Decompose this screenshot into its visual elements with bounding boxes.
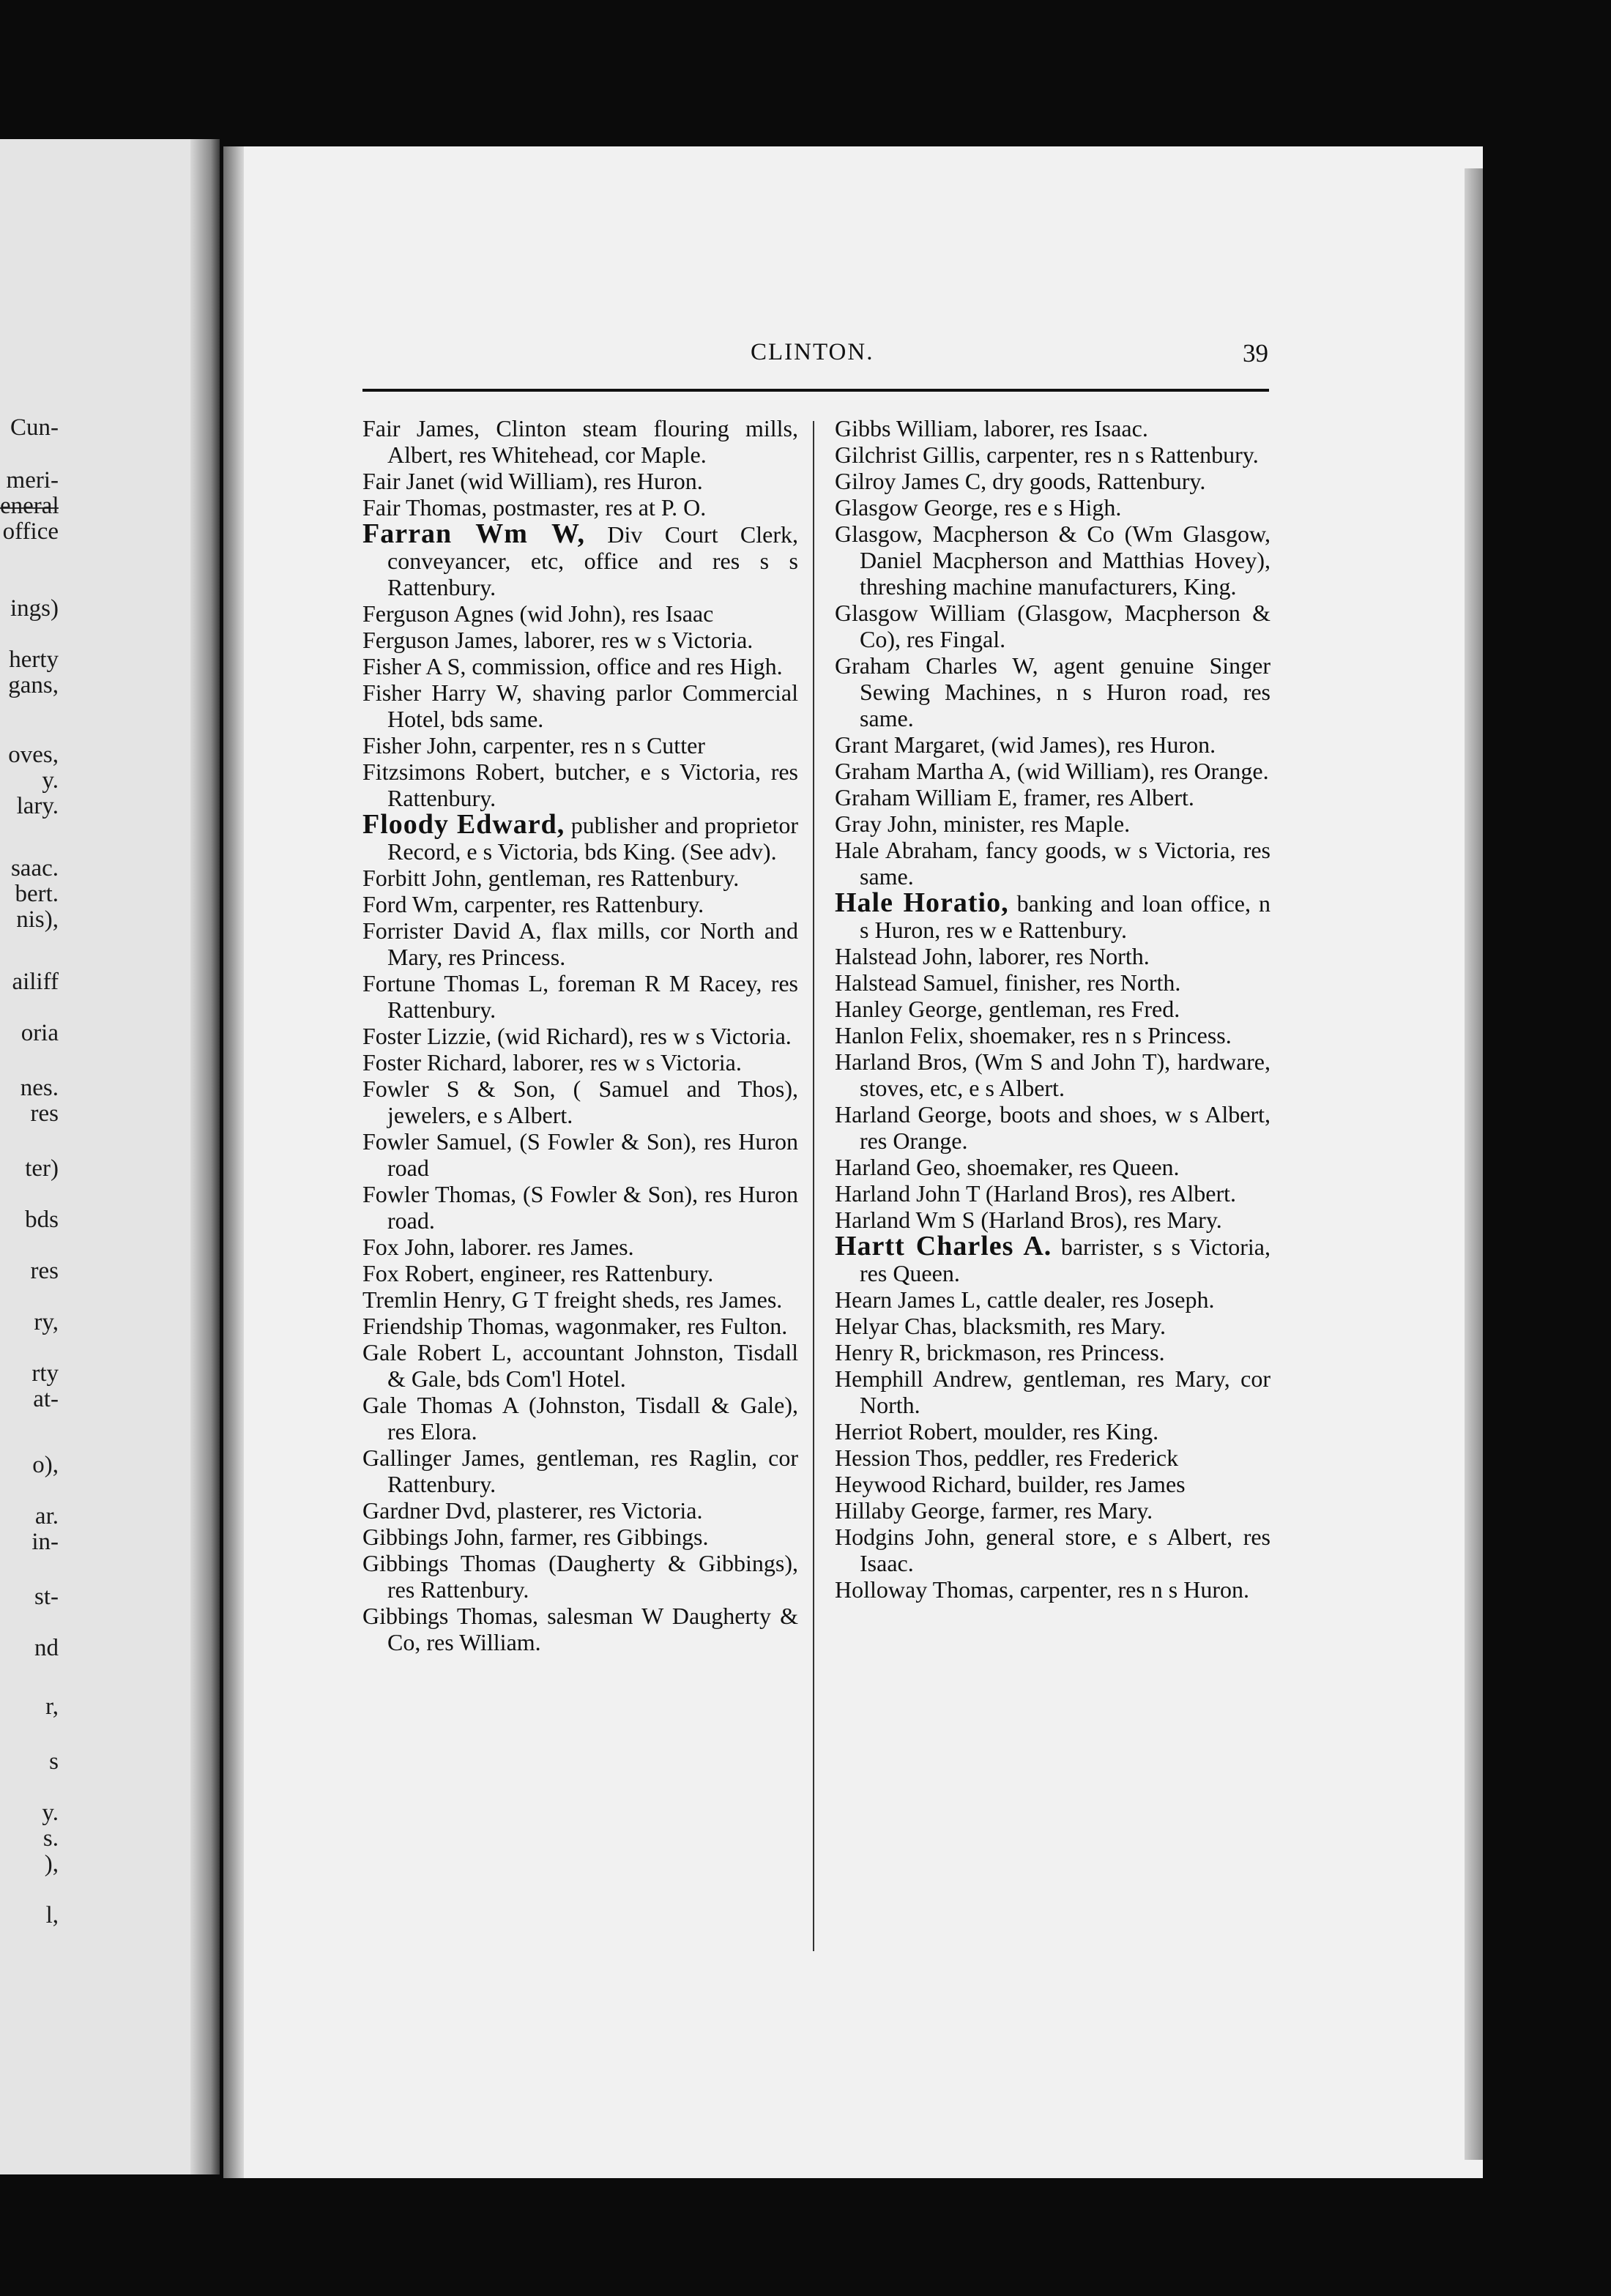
entry-details: (wid James), res Huron.	[985, 731, 1216, 758]
entry-name: Grant Margaret,	[835, 731, 986, 758]
directory-entry	[362, 917, 798, 970]
entry-name: Fowler Samuel,	[362, 1128, 513, 1155]
left-page-fragment: ar.	[34, 1503, 59, 1529]
page-number: 39	[1243, 339, 1268, 368]
directory-entry	[835, 1022, 1270, 1048]
entry-details: laborer, res Isaac.	[978, 415, 1148, 441]
entry-details: fancy goods, w s Victoria, res same.	[860, 837, 1271, 890]
directory-entry	[835, 1180, 1270, 1207]
entry-name: Harland George,	[835, 1101, 992, 1128]
left-page-fragment: nis),	[16, 906, 59, 933]
entry-name: Halstead John,	[835, 943, 973, 969]
directory-entry	[835, 494, 1270, 521]
entry-details: foreman R M Racey, res Rattenbury.	[387, 970, 799, 1023]
entry-name: Gray John,	[835, 810, 938, 837]
entry-details: boots and shoes, w s Albert, res Orange.	[860, 1101, 1271, 1154]
directory-entry	[835, 1365, 1270, 1418]
entry-details: wagonmaker, res Fulton.	[549, 1313, 788, 1339]
entry-name: Harland Wm S	[835, 1207, 975, 1233]
directory-entry	[362, 1524, 798, 1550]
left-page-fragment: s	[49, 1748, 59, 1775]
directory-entry	[362, 1392, 798, 1445]
directory-entry	[362, 865, 798, 891]
entry-details: gentleman, res Mary, cor North.	[860, 1365, 1271, 1418]
entry-name: Hillaby George,	[835, 1497, 986, 1524]
left-page-fragment: oves,	[8, 742, 59, 768]
directory-entry	[362, 1550, 798, 1603]
directory-entry	[835, 1101, 1270, 1154]
entry-name: Fisher John,	[362, 732, 477, 758]
entry-name: Hemphill Andrew,	[835, 1365, 1013, 1392]
entry-name: Graham Martha A,	[835, 758, 1011, 784]
directory-column-left	[362, 415, 798, 1655]
entry-name: Hale Abraham,	[835, 837, 978, 863]
entry-details: carpenter, res n s Huron.	[1013, 1576, 1249, 1603]
left-page-fragment: herty	[9, 646, 59, 673]
entry-name: Gale Thomas A	[362, 1392, 518, 1418]
entry-name: Foster Richard,	[362, 1049, 507, 1076]
directory-entry	[835, 1048, 1270, 1101]
entry-name: Hanlon Felix,	[835, 1022, 964, 1048]
entry-details: peddler, res Frederick	[968, 1445, 1179, 1471]
entry-name: Fair Janet	[362, 468, 455, 494]
entry-name: Fair James,	[362, 415, 480, 441]
entry-details: engineer, res Rattenbury.	[474, 1260, 714, 1286]
entry-name: Hodgins John,	[835, 1524, 975, 1550]
entry-details: (Wm Glasgow, Daniel Macpherson and Matthias Hovey), threshing machine manufacturers, King.	[860, 521, 1271, 600]
entry-name: Ferguson James,	[362, 627, 518, 653]
entry-details: builder, res James	[1011, 1471, 1186, 1497]
entry-name: Fitzsimons Robert,	[362, 758, 546, 785]
directory-entry	[362, 1339, 798, 1392]
left-page-fragment: in-	[31, 1529, 59, 1555]
directory-entry	[362, 415, 798, 468]
entry-name: Hartt Charles A.	[835, 1231, 1052, 1261]
entry-details: barrister, s s Victoria, res Queen.	[860, 1234, 1270, 1286]
entry-details: laborer. res James.	[455, 1234, 634, 1260]
entry-name: Gilroy James C,	[835, 468, 987, 494]
entry-details: carpenter, res Rattenbury.	[458, 891, 704, 917]
entry-name: Hearn James L,	[835, 1286, 981, 1313]
entry-details: res e s High.	[998, 494, 1122, 521]
entry-details: (Daugherty & Gibbings), res Rattenbury.	[387, 1550, 799, 1603]
entry-details: farmer, res Gibbings.	[504, 1524, 709, 1550]
left-page-fragment: ),	[44, 1851, 59, 1877]
entry-name: Henry R,	[835, 1339, 921, 1365]
directory-entry	[362, 600, 798, 627]
entry-details: (Harland Bros), res Mary.	[975, 1207, 1222, 1233]
left-page-fragment: rty	[31, 1360, 59, 1387]
directory-entry	[835, 969, 1270, 996]
left-page-fragment: res	[30, 1100, 59, 1127]
directory-column-right	[835, 415, 1270, 1603]
directory-entry	[835, 887, 1270, 943]
entry-details: general store, e s Albert, res Isaac.	[860, 1524, 1271, 1576]
entry-name: Ferguson Agnes	[362, 600, 514, 627]
left-page-fragment: meri-	[6, 467, 59, 493]
entry-details: farmer, res Mary.	[985, 1497, 1153, 1524]
left-page-fragment: Cun-	[10, 414, 59, 441]
left-page-fragment: at-	[33, 1386, 59, 1412]
entry-name: Gale Robert L,	[362, 1339, 513, 1365]
directory-entry	[362, 627, 798, 653]
entry-name: Fowler S & Son,	[362, 1076, 556, 1102]
directory-entry	[835, 1471, 1270, 1497]
entry-details: shoemaker, res n s Princess.	[963, 1022, 1232, 1048]
directory-entry	[835, 468, 1270, 494]
entry-details: laborer, res w s Victoria.	[518, 627, 754, 653]
entry-name: Farran Wm W,	[362, 518, 586, 549]
directory-entry	[362, 1497, 798, 1524]
directory-entry	[835, 521, 1270, 600]
entry-details: Div Court Clerk, conveyancer, etc, office and res s s Rattenbury.	[387, 521, 798, 600]
left-page-fragment: office	[2, 518, 59, 545]
directory-entry	[835, 1339, 1270, 1365]
entry-name: Gibbings Thomas,	[362, 1603, 539, 1629]
directory-entry	[362, 811, 798, 865]
entry-name: Glasgow George,	[835, 494, 999, 521]
directory-entry	[362, 1023, 798, 1049]
directory-entry	[835, 652, 1270, 731]
entry-details: shoemaker, res Queen.	[961, 1154, 1180, 1180]
entry-details: moulder, res King.	[978, 1418, 1159, 1445]
entry-name: Halstead Samuel,	[835, 969, 999, 996]
column-divider	[813, 421, 814, 1951]
left-page-fragment: o),	[32, 1452, 59, 1478]
entry-details: gentleman, res Rattenbury.	[482, 865, 740, 891]
entry-name: Harland Bros,	[835, 1048, 968, 1075]
entry-name: Holloway Thomas,	[835, 1576, 1014, 1603]
left-page-fragment: res	[30, 1258, 59, 1284]
running-head: CLINTON.	[751, 339, 874, 365]
directory-entry	[362, 653, 798, 679]
left-page-fragment: st-	[34, 1584, 59, 1610]
left-page-fragment: r,	[45, 1693, 59, 1720]
entry-name: Fortune Thomas L,	[362, 970, 549, 996]
directory-entry	[835, 1286, 1270, 1313]
left-page-fragment: eneral	[0, 493, 59, 519]
directory-entry	[835, 784, 1270, 810]
entry-details: (Glasgow, Macpherson & Co), res Fingal.	[860, 600, 1271, 652]
entry-name: Fox Robert,	[362, 1260, 475, 1286]
left-page-fragment: gans,	[8, 672, 59, 698]
left-page-fragment: nes.	[20, 1075, 59, 1101]
directory-entry	[362, 970, 798, 1023]
entry-details: ( Samuel and Thos), jewelers, e s Albert.	[387, 1076, 799, 1128]
entry-details: brickmason, res Princess.	[920, 1339, 1165, 1365]
directory-entry	[835, 1418, 1270, 1445]
directory-entry	[835, 758, 1270, 784]
page-gutter-shadow	[223, 146, 244, 2178]
left-page-fragment: bds	[25, 1207, 59, 1233]
directory-entry	[362, 1445, 798, 1497]
entry-details: plasterer, res Victoria.	[491, 1497, 703, 1524]
entry-name: Gilchrist Gillis,	[835, 441, 981, 468]
book-gutter	[190, 139, 220, 2174]
entry-details: accountant Johnston, Tisdall & Gale, bds Com'l Hotel.	[387, 1339, 799, 1392]
directory-entry	[835, 837, 1270, 890]
directory-entry	[835, 1497, 1270, 1524]
left-page-fragment: y.	[42, 1800, 59, 1826]
entry-details: publisher and proprietor Record, e s Victoria, bds King. (See adv).	[387, 812, 799, 865]
entry-name: Fair Thomas,	[362, 494, 488, 521]
entry-name: Gardner Dvd,	[362, 1497, 491, 1524]
directory-entry	[835, 1445, 1270, 1471]
entry-name: Glasgow William	[835, 600, 1005, 626]
entry-details: butcher, e s Victoria, res Rattenbury.	[387, 758, 799, 811]
entry-details: laborer, res w s Victoria.	[507, 1049, 742, 1076]
entry-details: (wid Richard), res w s Victoria.	[491, 1023, 792, 1049]
entry-name: Forrister David A,	[362, 917, 542, 944]
directory-entry	[835, 1207, 1270, 1233]
entry-name: Fowler Thomas,	[362, 1181, 517, 1207]
entry-details: gentleman, res Raglin, cor Rattenbury.	[387, 1445, 799, 1497]
directory-entry	[835, 943, 1270, 969]
entry-details: agent genuine Singer Sewing Machines, n s Huron road, res same.	[860, 652, 1271, 731]
directory-entry	[362, 1603, 798, 1655]
entry-details: (wid John), res Isaac	[513, 600, 714, 627]
entry-details: salesman W Daugherty & Co, res William.	[387, 1603, 799, 1655]
entry-details: banking and loan office, n s Huron, res w e Rattenbury.	[860, 890, 1270, 943]
entry-details: framer, res Albert.	[1017, 784, 1194, 810]
entry-name: Heywood Richard,	[835, 1471, 1012, 1497]
entry-details: (Johnston, Tisdall & Gale), res Elora.	[387, 1392, 798, 1445]
directory-entry	[362, 1234, 798, 1260]
entry-name: Hanley George,	[835, 996, 983, 1022]
entry-details: (wid William), res Orange.	[1011, 758, 1269, 784]
entry-details: shaving parlor Commercial Hotel, bds same.	[387, 679, 798, 732]
entry-details: postmaster, res at P. O.	[487, 494, 707, 521]
entry-details: (S Fowler & Son), res Huron road.	[387, 1181, 799, 1234]
entry-details: G T freight sheds, res James.	[505, 1286, 783, 1313]
directory-entry	[362, 1286, 798, 1313]
entry-name: Hale Horatio,	[835, 887, 1009, 918]
directory-entry	[835, 996, 1270, 1022]
entry-details: minister, res Maple.	[937, 810, 1131, 837]
directory-entry	[362, 518, 798, 600]
directory-entry	[362, 758, 798, 811]
left-page-fragment: ings)	[10, 595, 59, 622]
entry-details: cattle dealer, res Joseph.	[981, 1286, 1215, 1313]
entry-name: Graham William E,	[835, 784, 1018, 810]
directory-entry	[362, 732, 798, 758]
entry-name: Glasgow, Macpherson & Co	[835, 521, 1115, 547]
entry-details: (Wm S and John T), hardware, stoves, etc, e s Albert.	[860, 1048, 1271, 1101]
directory-entry	[835, 441, 1270, 468]
entry-name: Fox John,	[362, 1234, 455, 1260]
directory-entry	[835, 1233, 1270, 1286]
entry-name: Gallinger James,	[362, 1445, 526, 1471]
left-page-fragment: ailiff	[12, 969, 59, 995]
directory-entry	[362, 1313, 798, 1339]
entry-details: carpenter, res n s Rattenbury.	[981, 441, 1259, 468]
entry-name: Harland Geo,	[835, 1154, 961, 1180]
directory-entry	[835, 731, 1270, 758]
entry-name: Fisher A S,	[362, 653, 466, 679]
entry-details: (S Fowler & Son), res Huron road	[387, 1128, 799, 1181]
entry-details: Clinton steam flouring mills, Albert, res Whitehead, cor Maple.	[387, 415, 798, 468]
entry-name: Herriot Robert,	[835, 1418, 978, 1445]
entry-name: Ford Wm,	[362, 891, 458, 917]
entry-name: Hession Thos,	[835, 1445, 969, 1471]
header-rule	[362, 389, 1269, 392]
directory-entry	[835, 1524, 1270, 1576]
directory-entry	[835, 1576, 1270, 1603]
left-page-fragment: l,	[45, 1902, 59, 1928]
directory-entry	[835, 810, 1270, 837]
entry-details: (Harland Bros), res Albert.	[979, 1180, 1237, 1207]
directory-entry	[362, 1076, 798, 1128]
directory-entry	[362, 679, 798, 732]
directory-entry	[835, 600, 1270, 652]
entry-details: finisher, res North.	[998, 969, 1181, 996]
entry-name: Helyar Chas,	[835, 1313, 958, 1339]
directory-entry	[362, 1128, 798, 1181]
left-page-fragment: bert.	[15, 881, 59, 907]
left-page-fragment: saac.	[10, 855, 59, 881]
directory-entry	[362, 468, 798, 494]
left-page-fragment: s.	[42, 1825, 59, 1852]
entry-details: gentleman, res Fred.	[983, 996, 1180, 1022]
entry-name: Harland John T	[835, 1180, 980, 1207]
entry-details: blacksmith, res Mary.	[957, 1313, 1167, 1339]
entry-name: Tremlin Henry,	[362, 1286, 506, 1313]
directory-entry	[362, 494, 798, 521]
entry-name: Foster Lizzie,	[362, 1023, 491, 1049]
entry-name: Floody Edward,	[362, 809, 565, 840]
left-page-fragment: y.	[42, 767, 59, 794]
page-edge	[1465, 168, 1483, 2160]
directory-entry	[362, 1260, 798, 1286]
directory-entry	[835, 1313, 1270, 1339]
entry-details: (wid William), res Huron.	[454, 468, 703, 494]
directory-entry	[835, 1154, 1270, 1180]
directory-entry	[362, 1181, 798, 1234]
entry-details: dry goods, Rattenbury.	[986, 468, 1206, 494]
left-page-fragment: ter)	[25, 1155, 59, 1182]
left-page-fragment: nd	[34, 1635, 59, 1661]
entry-name: Gibbings John,	[362, 1524, 505, 1550]
left-page-fragment: oria	[21, 1020, 59, 1046]
directory-entry	[835, 415, 1270, 441]
entry-name: Friendship Thomas,	[362, 1313, 550, 1339]
left-page-fragment: lary.	[16, 793, 59, 819]
entry-name: Gibbs William,	[835, 415, 978, 441]
directory-entry	[362, 891, 798, 917]
entry-name: Graham Charles W,	[835, 652, 1038, 679]
entry-name: Fisher Harry W,	[362, 679, 522, 706]
directory-entry	[362, 1049, 798, 1076]
entry-name: Forbitt John,	[362, 865, 483, 891]
entry-name: Gibbings Thomas	[362, 1550, 536, 1576]
entry-details: carpenter, res n s Cutter	[477, 732, 705, 758]
left-page-fragment: ry,	[34, 1309, 59, 1335]
entry-details: laborer, res North.	[972, 943, 1150, 969]
entry-details: commission, office and res High.	[466, 653, 783, 679]
entry-details: flax mills, cor North and Mary, res Princess.	[387, 917, 799, 970]
